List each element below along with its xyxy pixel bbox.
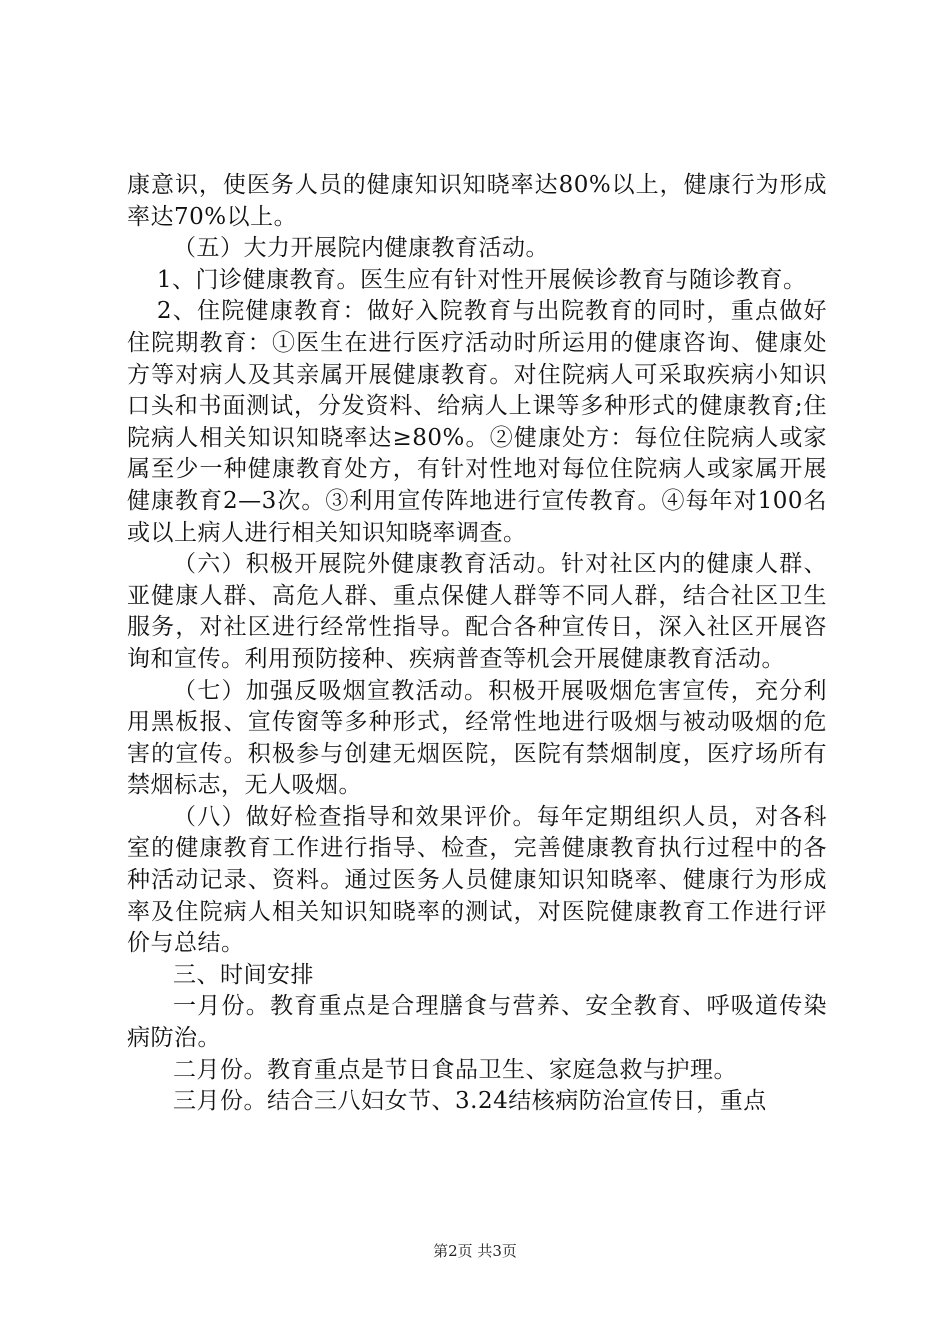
paragraph-section-6: （六）积极开展院外健康教育活动。针对社区内的健康人群、亚健康人群、高危人群、重点保健人群等不同人群，结合社区卫生服务，对社区进行经常性指导。配合各种宣传日，深入社区开展咨询和宣传。利用预防接种、疾病普查等机会开展健康教育活动。 [127,551,827,672]
paragraph-section-7: （七）加强反吸烟宣教活动。积极开展吸烟危害宣传，充分利用黑板报、宣传窗等多种形式，经常性地进行吸烟与被动吸烟的危害的宣传。积极参与创建无烟医院，医院有禁烟制度，医疗场所有禁烟标志，无人吸烟。 [127,677,827,799]
page-number-footer: 第2页 共3页 [433,1242,517,1260]
heading-schedule: 三、时间安排 [173,961,314,988]
document-body [127,170,827,1118]
paragraph-inpatient-education: 2、住院健康教育：做好入院教育与出院教育的同时，重点做好住院期教育：①医生在进行医疗活动时所运用的健康咨询、健康处方等对病人及其亲属开展健康教育。对住院病人可采取疾病小知识口头和书面测试，分发资料、给病人上课等多种形式的健康教育;住院病人相关知识知晓率达≥80%。②健康处方：每位住院病人或家属至少一种健康教育处方，有针对性地对每位住院病人或家属开展健康教育2—3次。③利用宣传阵地进行宣传教育。④每年对100名或以上病人进行相关知识知晓率调查。 [127,298,827,546]
paragraph-section-5-heading: （五）大力开展院内健康教育活动。 [173,235,549,262]
paragraph-february: 二月份。教育重点是节日食品卫生、家庭急救与护理。 [173,1056,737,1083]
paragraph-continuation: 康意识，使医务人员的健康知识知晓率达80%以上，健康行为形成率达70%以上。 [127,172,827,230]
paragraph-outpatient-education: 1、门诊健康教育。医生应有针对性开展候诊教育与随诊教育。 [156,266,807,293]
paragraph-section-8: （八）做好检查指导和效果评价。每年定期组织人员，对各科室的健康教育工作进行指导、检查，完善健康教育执行过程中的各种活动记录、资料。通过医务人员健康知识知晓率、健康行为形成率及住院病人相关知识知晓率的测试，对医院健康教育工作进行评价与总结。 [127,803,827,957]
paragraph-march: 三月份。结合三八妇女节、3.24结核病防治宣传日，重点 [173,1088,767,1115]
paragraph-january: 一月份。教育重点是合理膳食与营养、安全教育、呼吸道传染病防治。 [127,993,827,1052]
